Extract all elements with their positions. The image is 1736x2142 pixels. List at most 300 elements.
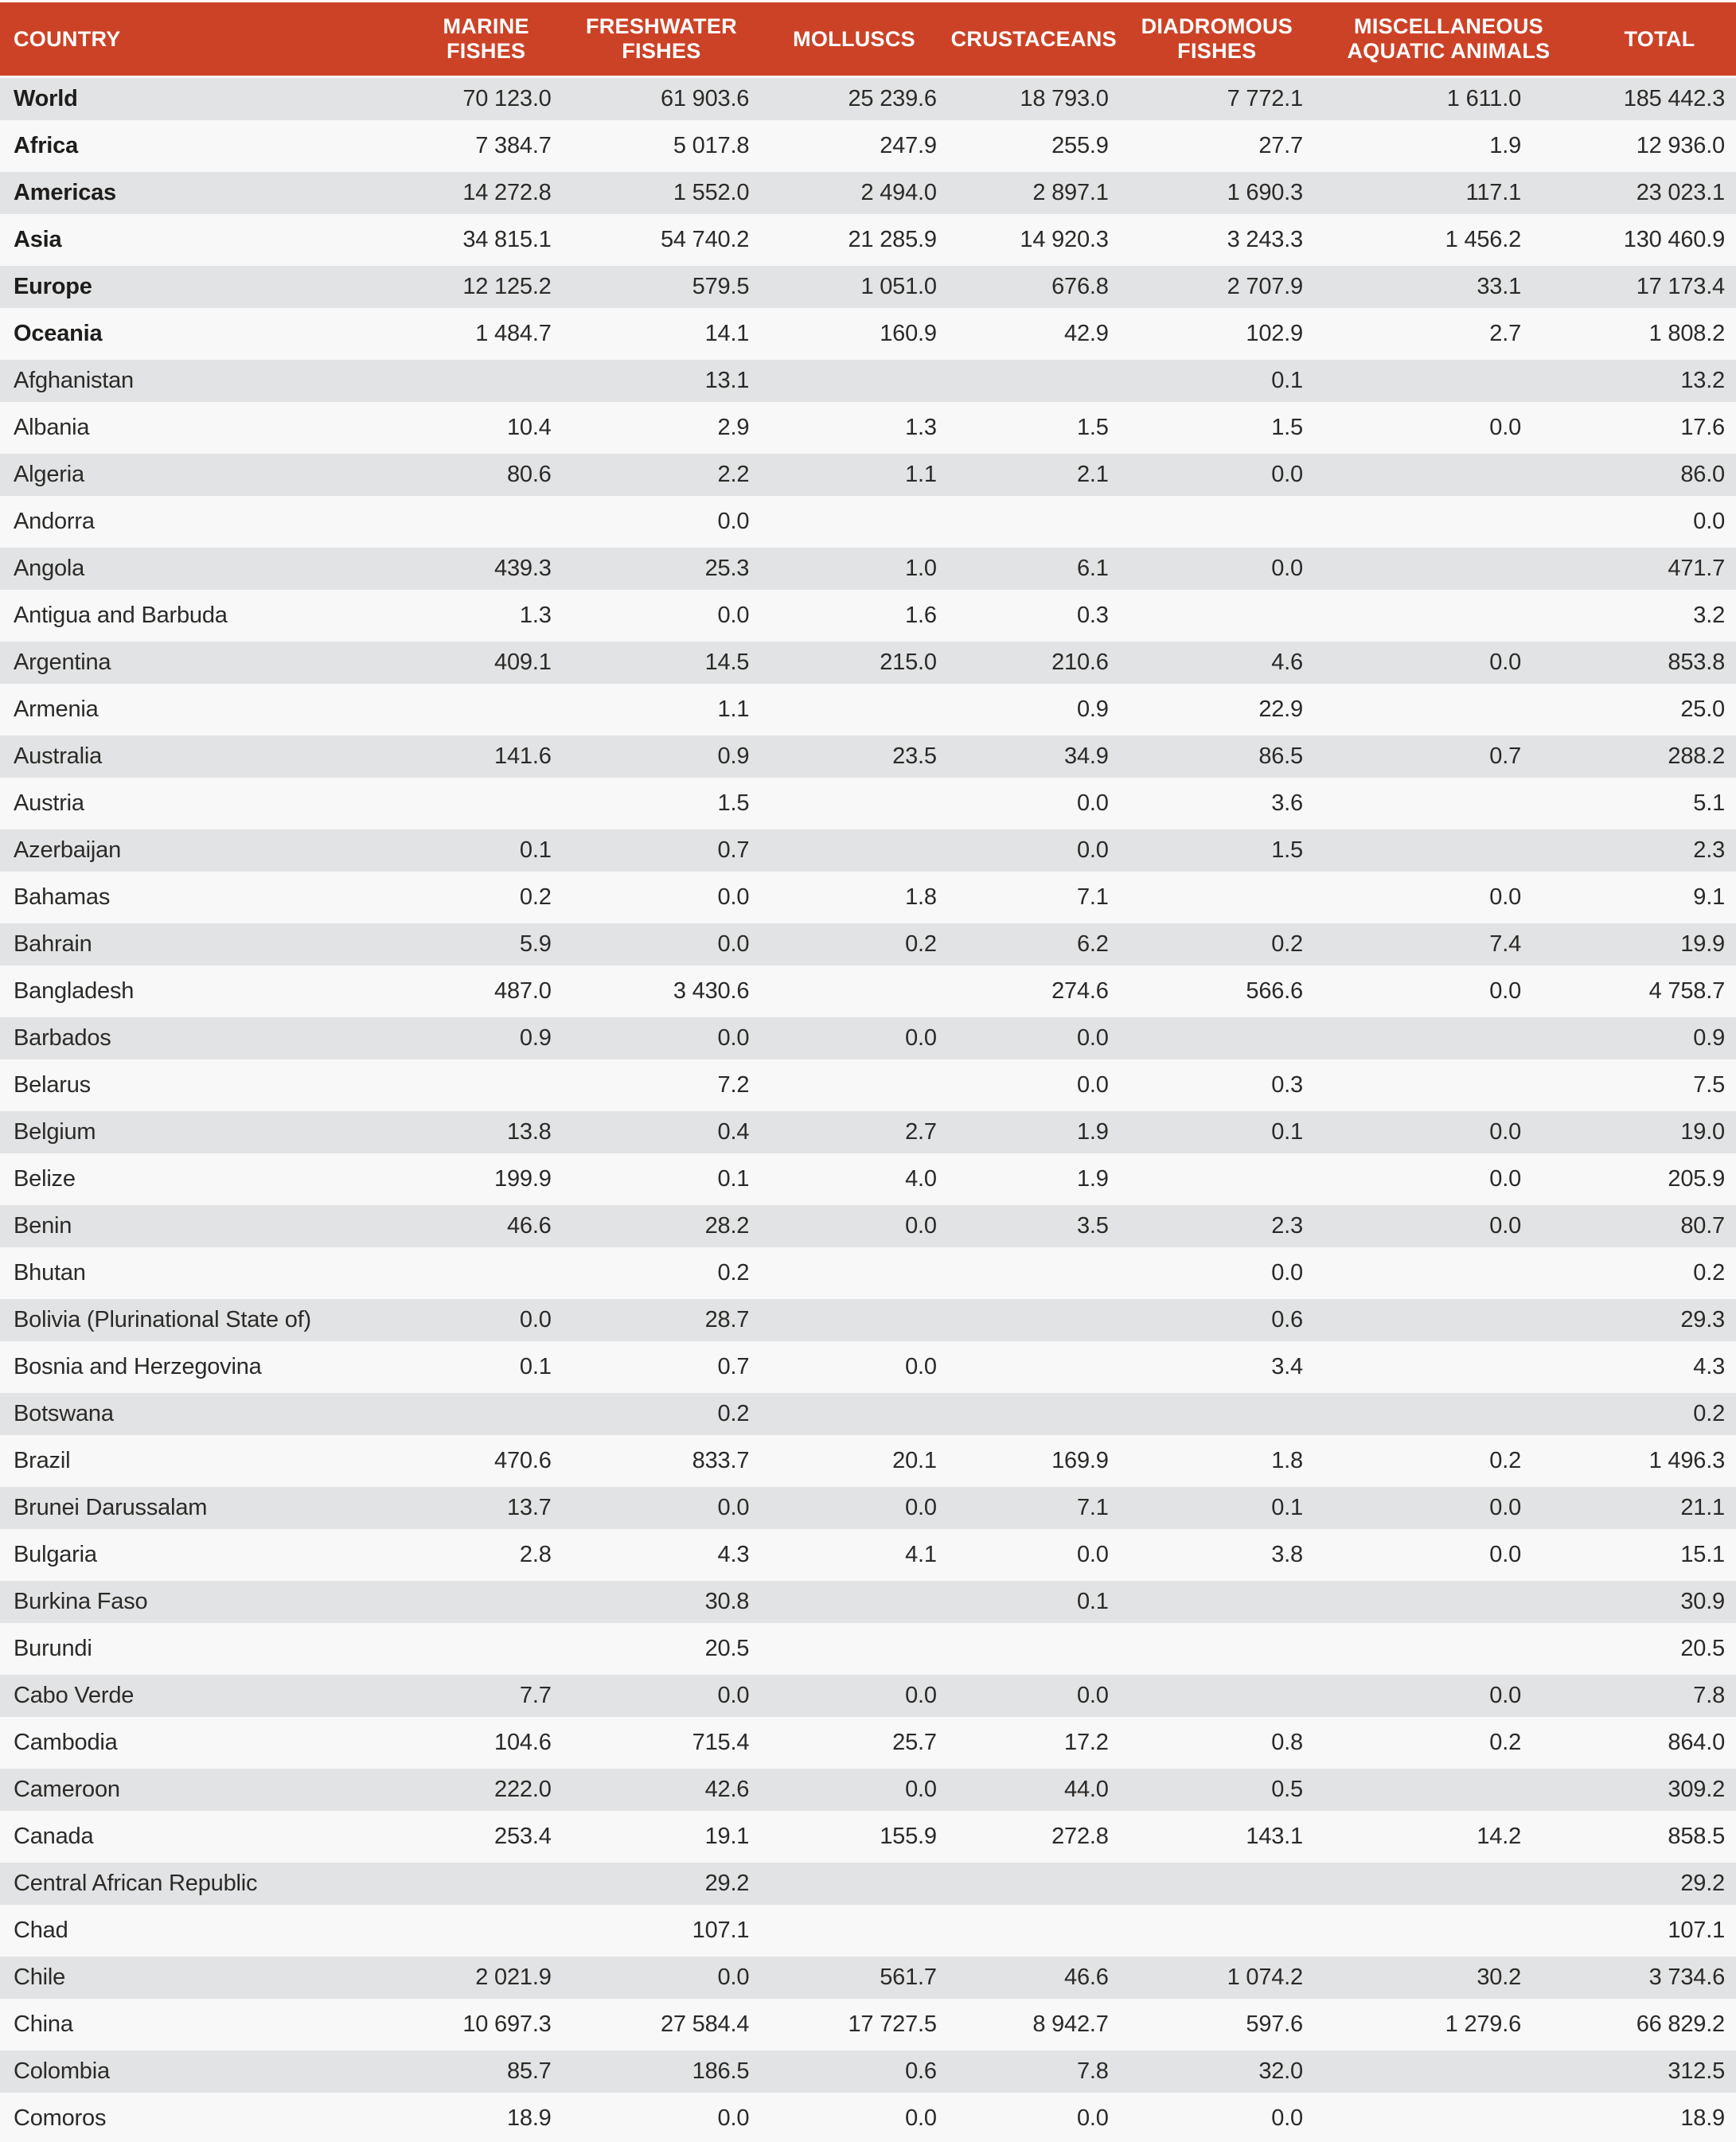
cell-miscellaneous-aquatic-animals: 0.0 (1314, 1203, 1583, 1250)
cell-marine-fishes: 0.0 (410, 1297, 563, 1344)
cell-miscellaneous-aquatic-animals: 0.7 (1314, 733, 1583, 780)
table-row-brazil (0, 1438, 1736, 1485)
cell-total: 185 442.3 (1583, 76, 1736, 123)
cell-freshwater-fishes: 42.6 (563, 1766, 761, 1813)
cell-freshwater-fishes: 0.7 (563, 827, 761, 874)
cell-diadromous-fishes (1120, 1625, 1314, 1672)
cell-miscellaneous-aquatic-animals: 0.0 (1314, 1109, 1583, 1156)
cell-miscellaneous-aquatic-animals: 1 279.6 (1314, 2001, 1583, 2048)
cell-miscellaneous-aquatic-animals: 0.0 (1314, 1672, 1583, 1719)
cell-freshwater-fishes: 715.4 (563, 1719, 761, 1766)
cell-freshwater-fishes: 0.4 (563, 1109, 761, 1156)
col-header-miscellaneous-aquatic-animals (1314, 2, 1583, 76)
cell-molluscs: 0.0 (760, 1344, 948, 1391)
cell-total: 853.8 (1583, 639, 1736, 686)
cell-miscellaneous-aquatic-animals (1314, 1766, 1583, 1813)
cell-total: 30.9 (1583, 1578, 1736, 1625)
cell-freshwater-fishes: 0.0 (563, 2095, 761, 2142)
cell-crustaceans: 0.0 (948, 1062, 1120, 1109)
cell-crustaceans: 2.1 (948, 451, 1120, 498)
cell-diadromous-fishes (1120, 1672, 1314, 1719)
cell-marine-fishes (410, 1062, 563, 1109)
cell-marine-fishes: 14 272.8 (410, 170, 563, 217)
cell-miscellaneous-aquatic-animals: 14.2 (1314, 1813, 1583, 1860)
col-header-freshwater-fishes-line: FISHES (622, 39, 701, 63)
cell-total: 17.6 (1583, 404, 1736, 451)
cell-total: 3 734.6 (1583, 1954, 1736, 2001)
cell-crustaceans: 1.5 (948, 404, 1120, 451)
table-row-africa (0, 123, 1736, 170)
cell-marine-fishes (410, 686, 563, 733)
cell-crustaceans: 0.9 (948, 686, 1120, 733)
cell-total: 86.0 (1583, 451, 1736, 498)
table-row-barbados (0, 1015, 1736, 1062)
cell-marine-fishes: 85.7 (410, 2048, 563, 2095)
cell-marine-fishes: 0.1 (410, 827, 563, 874)
cell-freshwater-fishes: 1 552.0 (563, 170, 761, 217)
cell-miscellaneous-aquatic-animals (1314, 451, 1583, 498)
table-row-angola (0, 545, 1736, 592)
cell-freshwater-fishes: 27 584.4 (563, 2001, 761, 2048)
col-header-crustaceans (948, 2, 1120, 76)
col-header-miscellaneous-aquatic-animals-line: MISCELLANEOUS (1354, 14, 1543, 38)
table-row-bangladesh (0, 968, 1736, 1015)
cell-molluscs (760, 1578, 948, 1625)
table-row-albania (0, 404, 1736, 451)
cell-country: Algeria (0, 451, 410, 498)
cell-marine-fishes: 5.9 (410, 921, 563, 968)
cell-crustaceans: 3.5 (948, 1203, 1120, 1250)
table-row-belgium (0, 1109, 1736, 1156)
cell-marine-fishes: 7.7 (410, 1672, 563, 1719)
cell-total: 25.0 (1583, 686, 1736, 733)
cell-miscellaneous-aquatic-animals: 0.0 (1314, 1485, 1583, 1531)
cell-crustaceans (948, 1297, 1120, 1344)
cell-miscellaneous-aquatic-animals: 7.4 (1314, 921, 1583, 968)
cell-total: 23 023.1 (1583, 170, 1736, 217)
cell-freshwater-fishes: 1.1 (563, 686, 761, 733)
cell-crustaceans: 169.9 (948, 1438, 1120, 1485)
cell-molluscs: 0.6 (760, 2048, 948, 2095)
cell-molluscs (760, 1625, 948, 1672)
cell-total: 19.9 (1583, 921, 1736, 968)
cell-total: 7.8 (1583, 1672, 1736, 1719)
table-row-world (0, 76, 1736, 123)
cell-crustaceans: 6.1 (948, 545, 1120, 592)
production-table (0, 2, 1736, 2142)
cell-crustaceans: 0.1 (948, 1578, 1120, 1625)
cell-diadromous-fishes: 1.5 (1120, 404, 1314, 451)
cell-total: 80.7 (1583, 1203, 1736, 1250)
cell-miscellaneous-aquatic-animals (1314, 1250, 1583, 1297)
cell-miscellaneous-aquatic-animals: 0.2 (1314, 1438, 1583, 1485)
cell-marine-fishes: 199.9 (410, 1156, 563, 1203)
cell-marine-fishes: 0.1 (410, 1344, 563, 1391)
cell-marine-fishes: 34 815.1 (410, 217, 563, 263)
cell-crustaceans: 0.0 (948, 1015, 1120, 1062)
cell-diadromous-fishes (1120, 1860, 1314, 1907)
cell-diadromous-fishes: 3.8 (1120, 1531, 1314, 1578)
cell-total: 309.2 (1583, 1766, 1736, 1813)
cell-total: 5.1 (1583, 780, 1736, 827)
cell-country: Bulgaria (0, 1531, 410, 1578)
cell-freshwater-fishes: 0.7 (563, 1344, 761, 1391)
cell-marine-fishes (410, 1907, 563, 1954)
cell-marine-fishes: 141.6 (410, 733, 563, 780)
cell-miscellaneous-aquatic-animals (1314, 1907, 1583, 1954)
cell-molluscs: 23.5 (760, 733, 948, 780)
cell-crustaceans: 6.2 (948, 921, 1120, 968)
cell-molluscs: 2 494.0 (760, 170, 948, 217)
cell-marine-fishes: 1.3 (410, 592, 563, 639)
cell-miscellaneous-aquatic-animals (1314, 1297, 1583, 1344)
cell-total: 312.5 (1583, 2048, 1736, 2095)
cell-marine-fishes (410, 498, 563, 545)
cell-marine-fishes: 470.6 (410, 1438, 563, 1485)
col-header-freshwater-fishes (563, 2, 761, 76)
cell-freshwater-fishes: 30.8 (563, 1578, 761, 1625)
cell-marine-fishes: 18.9 (410, 2095, 563, 2142)
cell-molluscs: 0.2 (760, 921, 948, 968)
cell-marine-fishes (410, 357, 563, 404)
col-header-crustaceans-line: CRUSTACEANS (950, 26, 1117, 51)
cell-freshwater-fishes: 1.5 (563, 780, 761, 827)
cell-marine-fishes: 104.6 (410, 1719, 563, 1766)
cell-country: Angola (0, 545, 410, 592)
cell-crustaceans: 7.1 (948, 874, 1120, 921)
table-row-cambodia (0, 1719, 1736, 1766)
cell-marine-fishes (410, 780, 563, 827)
cell-country: Canada (0, 1813, 410, 1860)
cell-total: 130 460.9 (1583, 217, 1736, 263)
cell-freshwater-fishes: 0.0 (563, 921, 761, 968)
cell-freshwater-fishes: 0.0 (563, 498, 761, 545)
cell-country: Benin (0, 1203, 410, 1250)
cell-crustaceans (948, 1907, 1120, 1954)
cell-freshwater-fishes: 0.2 (563, 1391, 761, 1438)
cell-freshwater-fishes: 61 903.6 (563, 76, 761, 123)
col-header-marine-fishes-line: FISHES (447, 39, 526, 63)
table-row-oceania (0, 310, 1736, 357)
cell-crustaceans: 42.9 (948, 310, 1120, 357)
cell-molluscs (760, 498, 948, 545)
cell-molluscs (760, 1907, 948, 1954)
cell-total: 2.3 (1583, 827, 1736, 874)
cell-molluscs: 561.7 (760, 1954, 948, 2001)
cell-total: 107.1 (1583, 1907, 1736, 1954)
col-header-miscellaneous-aquatic-animals-line: AQUATIC ANIMALS (1347, 39, 1551, 63)
cell-miscellaneous-aquatic-animals: 1 456.2 (1314, 217, 1583, 263)
cell-crustaceans: 1.9 (948, 1109, 1120, 1156)
cell-diadromous-fishes: 4.6 (1120, 639, 1314, 686)
cell-miscellaneous-aquatic-animals (1314, 2048, 1583, 2095)
cell-total: 1 496.3 (1583, 1438, 1736, 1485)
cell-molluscs: 215.0 (760, 639, 948, 686)
cell-miscellaneous-aquatic-animals (1314, 1015, 1583, 1062)
cell-total: 471.7 (1583, 545, 1736, 592)
cell-diadromous-fishes (1120, 592, 1314, 639)
table-row-cabo-verde (0, 1672, 1736, 1719)
cell-country: Oceania (0, 310, 410, 357)
cell-total: 858.5 (1583, 1813, 1736, 1860)
cell-crustaceans: 34.9 (948, 733, 1120, 780)
cell-total: 12 936.0 (1583, 123, 1736, 170)
table-row-bhutan (0, 1250, 1736, 1297)
cell-country: Albania (0, 404, 410, 451)
table-row-bahrain (0, 921, 1736, 968)
cell-marine-fishes: 253.4 (410, 1813, 563, 1860)
cell-freshwater-fishes: 7.2 (563, 1062, 761, 1109)
col-header-country (0, 2, 410, 76)
cell-marine-fishes (410, 1250, 563, 1297)
cell-diadromous-fishes (1120, 498, 1314, 545)
cell-crustaceans: 0.3 (948, 592, 1120, 639)
cell-total: 4 758.7 (1583, 968, 1736, 1015)
cell-molluscs (760, 1250, 948, 1297)
cell-molluscs: 25 239.6 (760, 76, 948, 123)
cell-crustaceans: 17.2 (948, 1719, 1120, 1766)
cell-crustaceans (948, 498, 1120, 545)
table-row-burkina-faso (0, 1578, 1736, 1625)
cell-miscellaneous-aquatic-animals (1314, 1578, 1583, 1625)
cell-crustaceans: 1.9 (948, 1156, 1120, 1203)
cell-total: 29.3 (1583, 1297, 1736, 1344)
cell-crustaceans: 274.6 (948, 968, 1120, 1015)
cell-miscellaneous-aquatic-animals: 1.9 (1314, 123, 1583, 170)
cell-crustaceans (948, 1250, 1120, 1297)
cell-freshwater-fishes: 28.2 (563, 1203, 761, 1250)
cell-diadromous-fishes: 0.0 (1120, 545, 1314, 592)
cell-diadromous-fishes (1120, 1156, 1314, 1203)
cell-country: Azerbaijan (0, 827, 410, 874)
col-header-marine-fishes (410, 2, 563, 76)
cell-marine-fishes: 1 484.7 (410, 310, 563, 357)
col-header-diadromous-fishes (1120, 2, 1314, 76)
cell-miscellaneous-aquatic-animals (1314, 1344, 1583, 1391)
cell-diadromous-fishes: 3.4 (1120, 1344, 1314, 1391)
table-row-brunei-darussalam (0, 1485, 1736, 1531)
cell-diadromous-fishes: 0.3 (1120, 1062, 1314, 1109)
cell-miscellaneous-aquatic-animals (1314, 1062, 1583, 1109)
cell-diadromous-fishes: 2.3 (1120, 1203, 1314, 1250)
cell-freshwater-fishes: 5 017.8 (563, 123, 761, 170)
cell-freshwater-fishes: 2.2 (563, 451, 761, 498)
table-row-argentina (0, 639, 1736, 686)
cell-country: Belgium (0, 1109, 410, 1156)
cell-miscellaneous-aquatic-animals: 1 611.0 (1314, 76, 1583, 123)
cell-marine-fishes: 13.7 (410, 1485, 563, 1531)
cell-molluscs: 1.0 (760, 545, 948, 592)
cell-miscellaneous-aquatic-animals (1314, 545, 1583, 592)
cell-diadromous-fishes: 3.6 (1120, 780, 1314, 827)
col-header-diadromous-fishes-line: FISHES (1177, 39, 1257, 63)
cell-freshwater-fishes: 0.0 (563, 1672, 761, 1719)
table-row-china (0, 2001, 1736, 2048)
table-row-central-african-republic (0, 1860, 1736, 1907)
cell-miscellaneous-aquatic-animals (1314, 498, 1583, 545)
cell-country: Barbados (0, 1015, 410, 1062)
cell-total: 29.2 (1583, 1860, 1736, 1907)
cell-country: Argentina (0, 639, 410, 686)
cell-miscellaneous-aquatic-animals (1314, 780, 1583, 827)
table-row-austria (0, 780, 1736, 827)
cell-molluscs: 1.8 (760, 874, 948, 921)
cell-crustaceans: 14 920.3 (948, 217, 1120, 263)
cell-country: Chile (0, 1954, 410, 2001)
cell-miscellaneous-aquatic-animals (1314, 1860, 1583, 1907)
cell-total: 20.5 (1583, 1625, 1736, 1672)
cell-diadromous-fishes: 27.7 (1120, 123, 1314, 170)
cell-diadromous-fishes (1120, 1391, 1314, 1438)
cell-molluscs: 17 727.5 (760, 2001, 948, 2048)
cell-diadromous-fishes: 0.1 (1120, 1485, 1314, 1531)
table-row-cameroon (0, 1766, 1736, 1813)
cell-miscellaneous-aquatic-animals: 0.2 (1314, 1719, 1583, 1766)
cell-crustaceans: 7.1 (948, 1485, 1120, 1531)
cell-molluscs: 0.0 (760, 1015, 948, 1062)
cell-molluscs: 1.3 (760, 404, 948, 451)
cell-country: Cabo Verde (0, 1672, 410, 1719)
cell-diadromous-fishes (1120, 1015, 1314, 1062)
col-header-marine-fishes-line: MARINE (443, 14, 529, 38)
cell-miscellaneous-aquatic-animals (1314, 686, 1583, 733)
cell-marine-fishes: 2.8 (410, 1531, 563, 1578)
cell-total: 0.2 (1583, 1250, 1736, 1297)
cell-molluscs: 25.7 (760, 1719, 948, 1766)
cell-miscellaneous-aquatic-animals (1314, 357, 1583, 404)
col-header-molluscs (760, 2, 948, 76)
cell-miscellaneous-aquatic-animals: 0.0 (1314, 874, 1583, 921)
cell-country: Bhutan (0, 1250, 410, 1297)
cell-total: 288.2 (1583, 733, 1736, 780)
cell-freshwater-fishes: 0.0 (563, 1954, 761, 2001)
table-row-bolivia-plurinational-state-of (0, 1297, 1736, 1344)
cell-molluscs: 4.1 (760, 1531, 948, 1578)
table-row-bulgaria (0, 1531, 1736, 1578)
cell-miscellaneous-aquatic-animals: 117.1 (1314, 170, 1583, 217)
cell-molluscs (760, 686, 948, 733)
cell-miscellaneous-aquatic-animals: 30.2 (1314, 1954, 1583, 2001)
table-row-benin (0, 1203, 1736, 1250)
cell-marine-fishes: 70 123.0 (410, 76, 563, 123)
cell-country: Colombia (0, 2048, 410, 2095)
cell-country: Belarus (0, 1062, 410, 1109)
cell-molluscs: 0.0 (760, 1672, 948, 1719)
cell-miscellaneous-aquatic-animals: 33.1 (1314, 263, 1583, 310)
cell-country: China (0, 2001, 410, 2048)
cell-freshwater-fishes: 3 430.6 (563, 968, 761, 1015)
cell-country: Africa (0, 123, 410, 170)
cell-molluscs: 0.0 (760, 2095, 948, 2142)
cell-miscellaneous-aquatic-animals (1314, 592, 1583, 639)
cell-marine-fishes: 80.6 (410, 451, 563, 498)
cell-freshwater-fishes: 0.0 (563, 1015, 761, 1062)
cell-molluscs: 0.0 (760, 1485, 948, 1531)
cell-diadromous-fishes (1120, 1907, 1314, 1954)
cell-freshwater-fishes: 25.3 (563, 545, 761, 592)
cell-molluscs: 4.0 (760, 1156, 948, 1203)
cell-country: Belize (0, 1156, 410, 1203)
cell-country: Bahrain (0, 921, 410, 968)
cell-molluscs (760, 1860, 948, 1907)
cell-miscellaneous-aquatic-animals: 0.0 (1314, 404, 1583, 451)
cell-crustaceans (948, 1860, 1120, 1907)
cell-total: 21.1 (1583, 1485, 1736, 1531)
cell-freshwater-fishes: 579.5 (563, 263, 761, 310)
cell-freshwater-fishes: 186.5 (563, 2048, 761, 2095)
cell-marine-fishes: 409.1 (410, 639, 563, 686)
cell-country: Brazil (0, 1438, 410, 1485)
table-row-azerbaijan (0, 827, 1736, 874)
cell-total: 0.0 (1583, 498, 1736, 545)
col-header-total (1583, 2, 1736, 76)
table-row-antigua-and-barbuda (0, 592, 1736, 639)
cell-country: Botswana (0, 1391, 410, 1438)
cell-marine-fishes: 2 021.9 (410, 1954, 563, 2001)
col-header-molluscs-line: MOLLUSCS (793, 26, 915, 51)
cell-diadromous-fishes: 1 690.3 (1120, 170, 1314, 217)
cell-crustaceans: 210.6 (948, 639, 1120, 686)
cell-country: Andorra (0, 498, 410, 545)
cell-freshwater-fishes: 29.2 (563, 1860, 761, 1907)
cell-freshwater-fishes: 0.0 (563, 874, 761, 921)
cell-country: Europe (0, 263, 410, 310)
cell-molluscs: 1 051.0 (760, 263, 948, 310)
cell-diadromous-fishes: 102.9 (1120, 310, 1314, 357)
table-row-europe (0, 263, 1736, 310)
cell-country: Austria (0, 780, 410, 827)
cell-marine-fishes: 46.6 (410, 1203, 563, 1250)
cell-freshwater-fishes: 0.9 (563, 733, 761, 780)
cell-freshwater-fishes: 14.1 (563, 310, 761, 357)
table-row-afghanistan (0, 357, 1736, 404)
cell-marine-fishes: 439.3 (410, 545, 563, 592)
cell-freshwater-fishes: 0.0 (563, 1485, 761, 1531)
cell-freshwater-fishes: 0.0 (563, 592, 761, 639)
cell-country: Bahamas (0, 874, 410, 921)
cell-diadromous-fishes: 22.9 (1120, 686, 1314, 733)
table-row-bahamas (0, 874, 1736, 921)
table-row-chile (0, 1954, 1736, 2001)
cell-molluscs: 160.9 (760, 310, 948, 357)
cell-country: Bangladesh (0, 968, 410, 1015)
cell-molluscs: 0.0 (760, 1766, 948, 1813)
cell-diadromous-fishes: 0.0 (1120, 451, 1314, 498)
cell-diadromous-fishes: 566.6 (1120, 968, 1314, 1015)
cell-country: Central African Republic (0, 1860, 410, 1907)
cell-country: Brunei Darussalam (0, 1485, 410, 1531)
cell-crustaceans: 18 793.0 (948, 76, 1120, 123)
cell-molluscs: 2.7 (760, 1109, 948, 1156)
cell-molluscs (760, 1062, 948, 1109)
table-row-canada (0, 1813, 1736, 1860)
cell-total: 1 808.2 (1583, 310, 1736, 357)
cell-country: Burundi (0, 1625, 410, 1672)
cell-marine-fishes: 0.2 (410, 874, 563, 921)
cell-freshwater-fishes: 0.1 (563, 1156, 761, 1203)
cell-country: Armenia (0, 686, 410, 733)
cell-crustaceans: 8 942.7 (948, 2001, 1120, 2048)
cell-total: 17 173.4 (1583, 263, 1736, 310)
cell-freshwater-fishes: 20.5 (563, 1625, 761, 1672)
cell-diadromous-fishes: 2 707.9 (1120, 263, 1314, 310)
cell-diadromous-fishes: 597.6 (1120, 2001, 1314, 2048)
cell-freshwater-fishes: 107.1 (563, 1907, 761, 1954)
cell-miscellaneous-aquatic-animals (1314, 827, 1583, 874)
cell-country: Bolivia (Plurinational State of) (0, 1297, 410, 1344)
cell-miscellaneous-aquatic-animals: 0.0 (1314, 1531, 1583, 1578)
cell-miscellaneous-aquatic-animals (1314, 1391, 1583, 1438)
